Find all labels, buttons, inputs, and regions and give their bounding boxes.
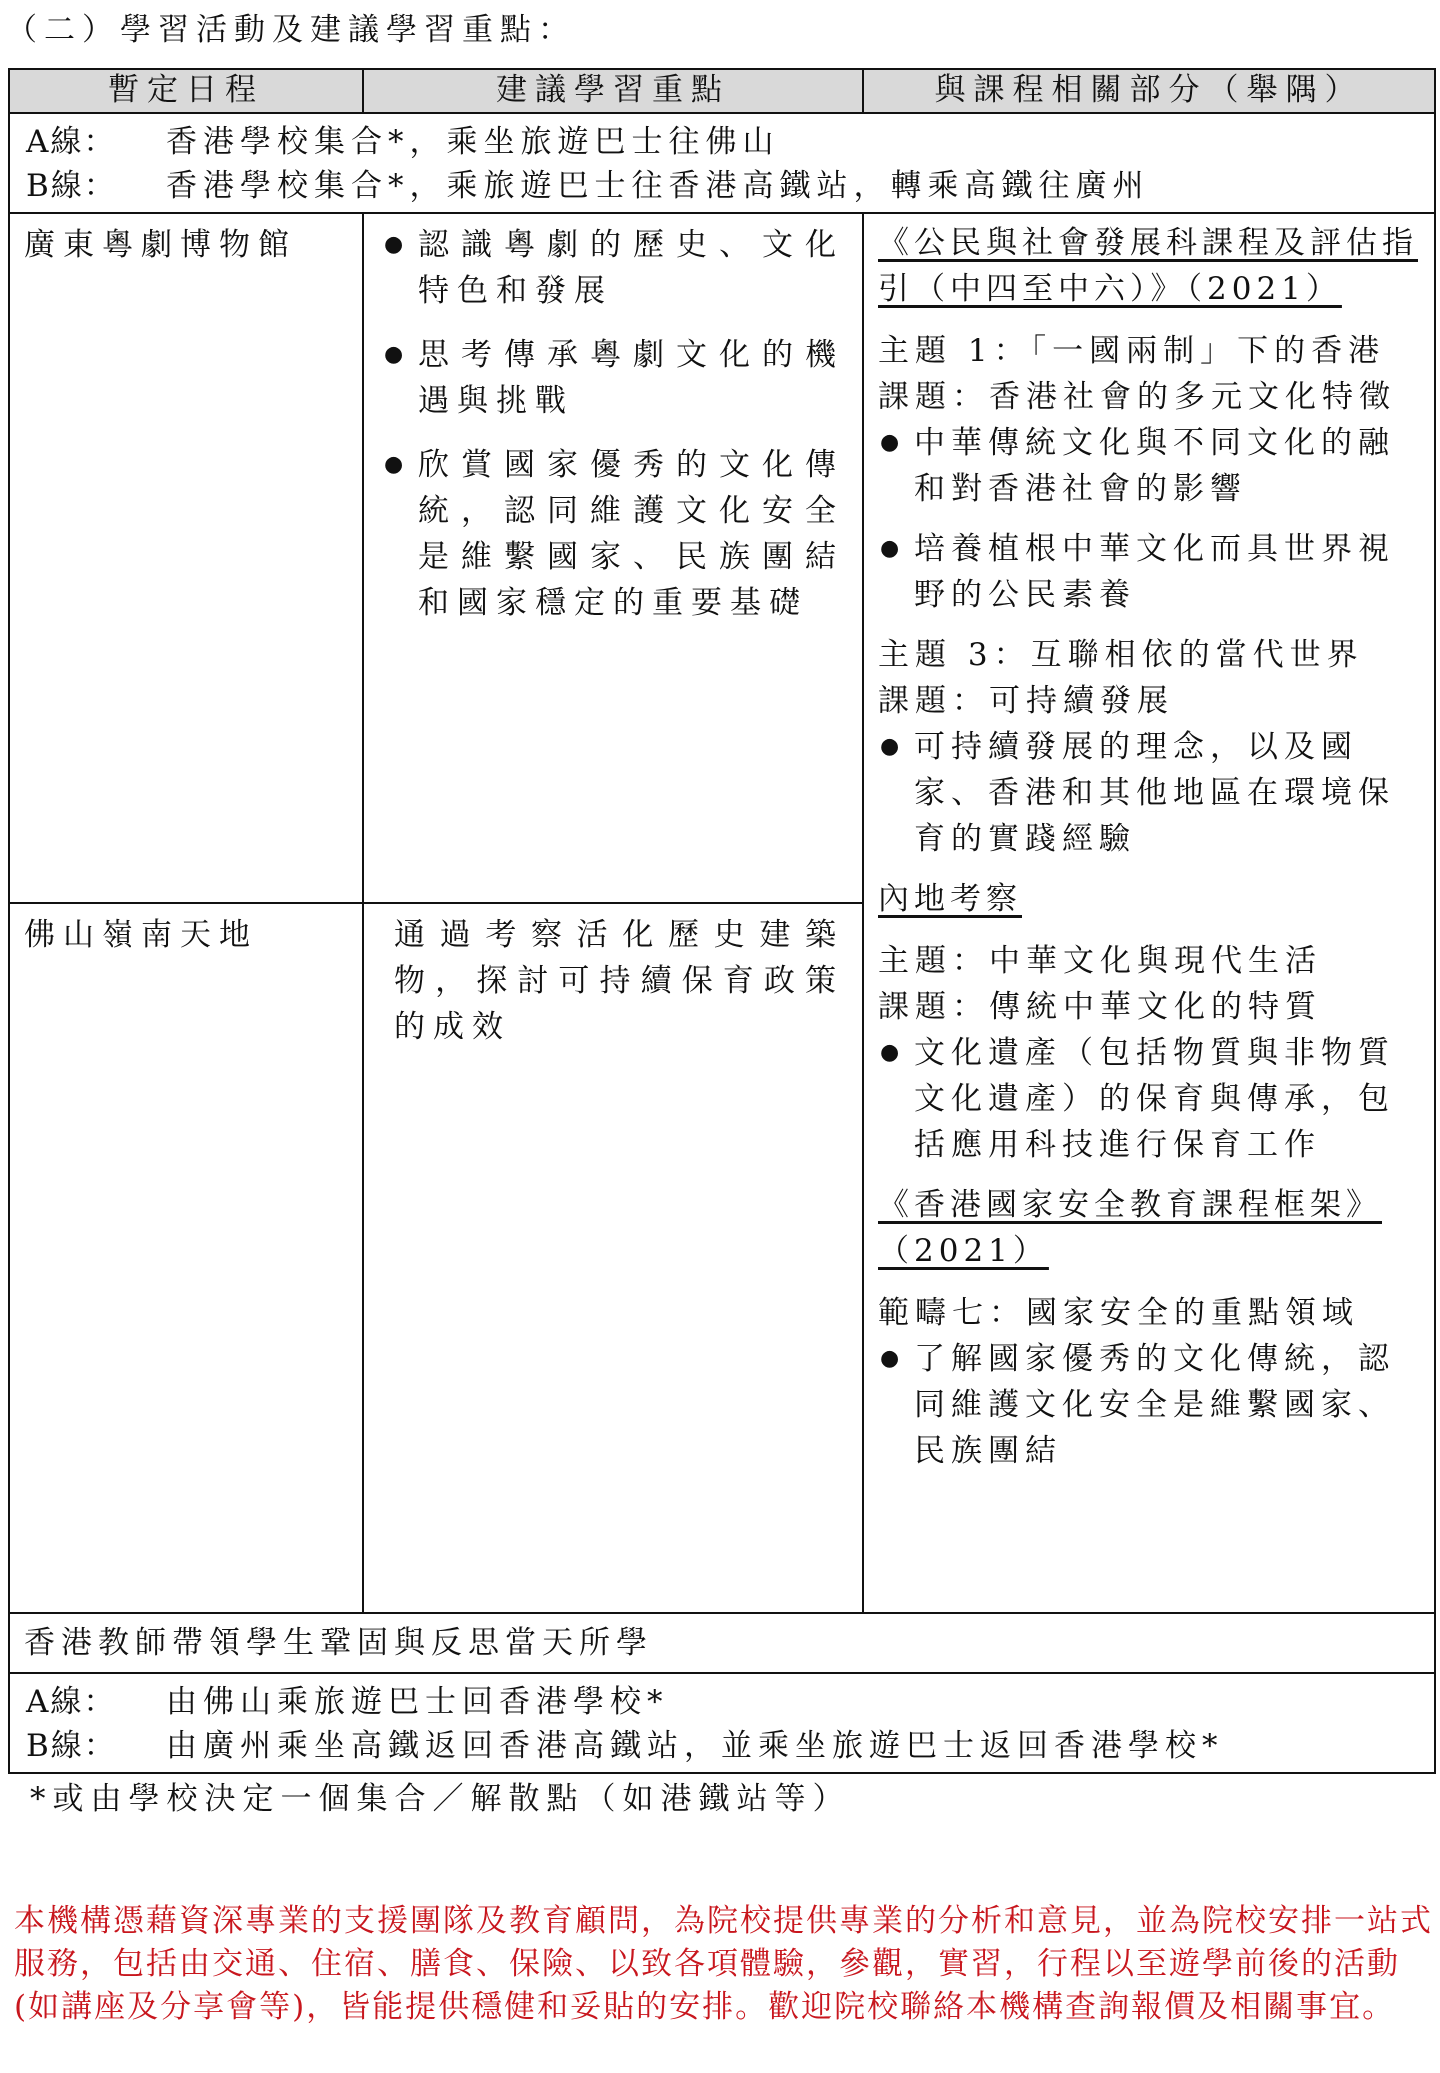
header-curriculum: 與課程相關部分（舉隅） (863, 69, 1435, 113)
header-schedule: 暫定日程 (9, 69, 363, 113)
table-header-row (9, 69, 1435, 113)
route-key: A線： (26, 1684, 117, 1720)
list-item: ● 文化遺產（包括物質與非物質文化遺產）的保育與傳承，包括應用科技進行保育工作 (878, 1030, 1424, 1168)
footnote: *或由學校決定一個集合／解散點（如港鐵站等） (30, 1781, 851, 1817)
focus-text: 通過考察活化歷史建築物，探討可持續保育政策的成效 (394, 917, 844, 1045)
venue-name: 廣東粵劇博物館 (9, 213, 363, 903)
return-route-a (26, 1680, 1422, 1724)
curriculum-doc-title: 《公民與社會發展科課程及評估指引（中四至中六）》（2021） (878, 225, 1418, 307)
mainland-points (878, 1030, 1424, 1168)
venue-name: 佛山嶺南天地 (9, 903, 363, 1613)
list-item: ● 認識粵劇的歷史、文化特色和發展 (378, 222, 844, 314)
scope-title: 範疇七：國家安全的重點領域 (878, 1295, 1359, 1331)
header-learning-focus: 建議學習重點 (363, 69, 863, 113)
route-text: 香港學校集合*，乘旅遊巴士往香港高鐵站，轉乘高鐵往廣州 (166, 168, 1150, 204)
departure-route-b (26, 164, 1422, 208)
return-route-b (26, 1724, 1422, 1768)
departure-row (9, 113, 1435, 213)
route-text: 由佛山乘旅遊巴士回香港學校* (166, 1684, 669, 1720)
schedule-table (8, 68, 1436, 1774)
return-row (9, 1673, 1435, 1773)
theme-topic: 課題：香港社會的多元文化特徵 (878, 379, 1396, 415)
list-item: ● 了解國家優秀的文化傳統，認同維護文化安全是維繫國家、民族團結 (878, 1336, 1424, 1474)
summary-text: 香港教師帶領學生鞏固與反思當天所學 (9, 1613, 1435, 1673)
section-title: （二）學習活動及建議學習重點： (6, 12, 576, 48)
theme-topic: 課題：可持續發展 (878, 683, 1174, 719)
nse-doc-title: 《香港國家安全教育課程框架》（2021） (878, 1187, 1382, 1269)
venue-row-museum (9, 213, 1435, 903)
curriculum-cell (863, 213, 1435, 1613)
theme1-points (878, 420, 1424, 618)
theme-title: 主題 3：互聯相依的當代世界 (878, 637, 1364, 673)
route-key: B線： (26, 168, 117, 204)
learning-focus-museum (363, 213, 863, 903)
mainland-topic: 課題：傳統中華文化的特質 (878, 989, 1322, 1025)
list-item: ● 培養植根中華文化而具世界視野的公民素養 (878, 526, 1424, 618)
route-key: A線： (26, 124, 117, 160)
mainland-title: 內地考察 (878, 881, 1022, 917)
list-item: ● 思考傳承粵劇文化的機遇與挑戰 (378, 332, 844, 424)
focus-list (378, 222, 844, 626)
route-text: 由廣州乘坐高鐵返回香港高鐵站，並乘坐旅遊巴士返回香港學校* (166, 1728, 1224, 1764)
theme3-points (878, 724, 1424, 862)
summary-row (9, 1613, 1435, 1673)
departure-route-a (26, 120, 1422, 164)
theme-title: 主題 1：「一國兩制」下的香港 (878, 333, 1386, 369)
learning-focus-lingnan (363, 903, 863, 1613)
return-routes (9, 1673, 1435, 1773)
agency-notice: 本機構憑藉資深專業的支援團隊及教育顧問，為院校提供專業的分析和意見，並為院校安排一站式服務，包括由交通、住宿、膳食、保險、以致各項體驗，參觀，實習，行程以至遊學前後的活動(如講座及分享會等)，皆能提供穩健和妥貼的安排。歡迎院校聯絡本機構查詢報價及相關事宜。 (14, 1903, 1433, 2025)
route-text: 香港學校集合*，乘坐旅遊巴士往佛山 (166, 124, 780, 160)
list-item: ● 中華傳統文化與不同文化的融和對香港社會的影響 (878, 420, 1424, 512)
scope-points (878, 1336, 1424, 1474)
departure-routes (9, 113, 1435, 213)
list-item: ● 可持續發展的理念，以及國家、香港和其他地區在環境保育的實踐經驗 (878, 724, 1424, 862)
list-item: ● 欣賞國家優秀的文化傳統，認同維護文化安全是維繫國家、民族團結和國家穩定的重要基礎 (378, 442, 844, 626)
mainland-theme: 主題：中華文化與現代生活 (878, 943, 1322, 979)
route-key: B線： (26, 1728, 117, 1764)
